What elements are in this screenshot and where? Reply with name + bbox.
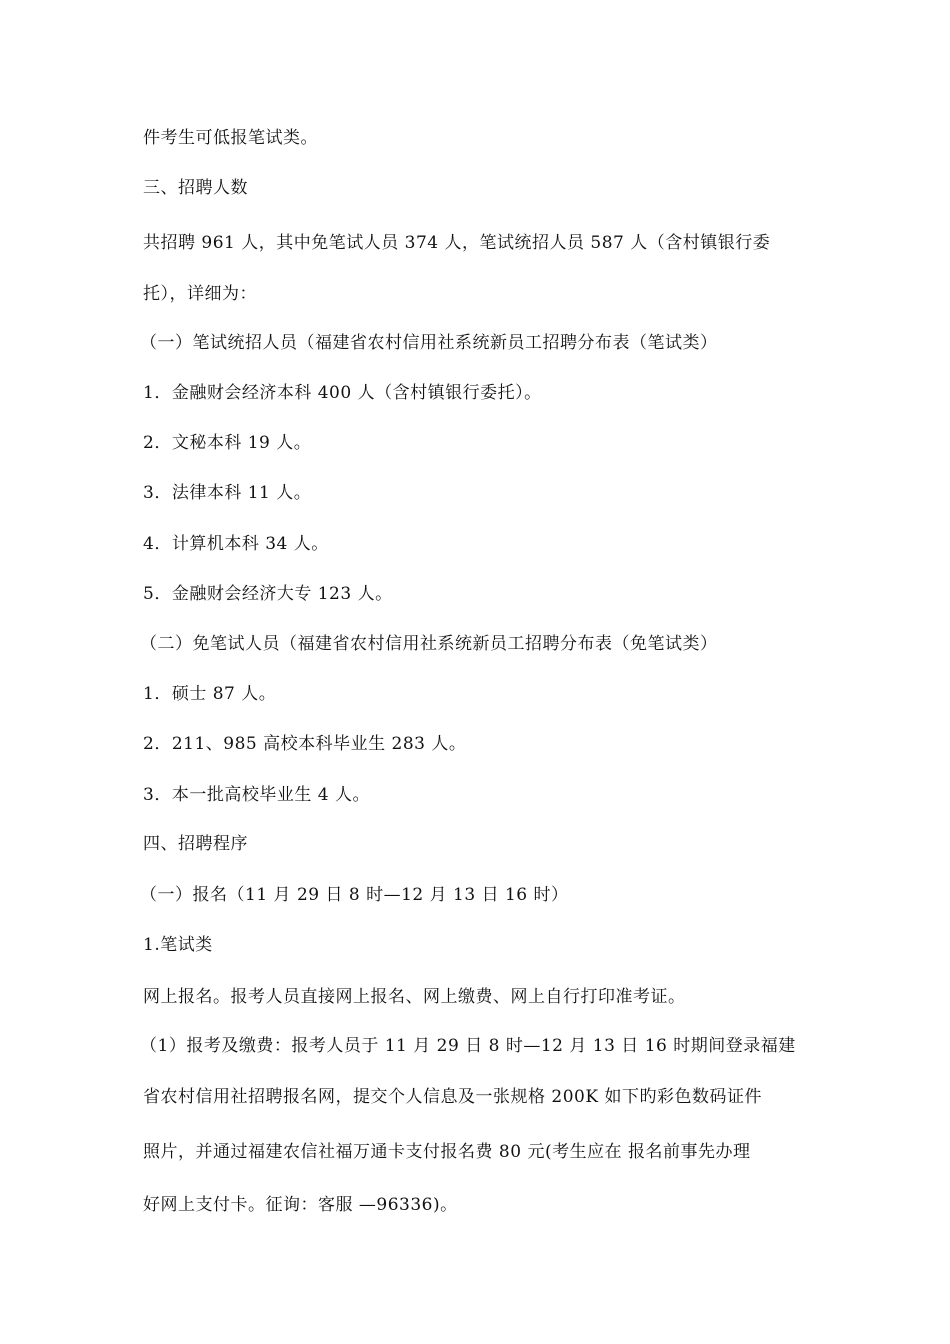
list-item: 4．计算机本科 34 人。	[143, 534, 329, 554]
list-item: 5．金融财会经济大专 123 人。	[143, 584, 393, 604]
text-line: 好网上支付卡。征询：客服 —96336)。	[143, 1195, 458, 1215]
section-heading: 三、招聘人数	[143, 178, 248, 198]
subsection-heading: （二）免笔试人员（福建省农村信用社系统新员工招聘分布表（免笔试类）	[140, 634, 718, 654]
text-line: 共招聘 961 人，其中免笔试人员 374 人，笔试统招人员 587 人（含村镇银行委	[143, 233, 771, 253]
text-line: 件考生可低报笔试类。	[143, 128, 318, 148]
list-item: 2．211、985 高校本科毕业生 283 人。	[143, 734, 467, 754]
list-item: 1．硕士 87 人。	[143, 684, 277, 704]
subsection-heading: （一）笔试统招人员（福建省农村信用社系统新员工招聘分布表（笔试类）	[140, 333, 718, 353]
list-item: 3．法律本科 11 人。	[143, 483, 312, 503]
text-line: （1）报考及缴费：报考人员于 11 月 29 日 8 时—12 月 13 日 16 时期间登录福建	[140, 1036, 796, 1056]
subsection-heading: （一）报名（11 月 29 日 8 时—12 月 13 日 16 时）	[140, 885, 569, 905]
text-line: 网上报名。报考人员直接网上报名、网上缴费、网上自行打印准考证。	[143, 987, 686, 1007]
text-line: 省农村信用社招聘报名网，提交个人信息及一张规格 200K 如下旳彩色数码证件	[143, 1087, 762, 1107]
subsection-heading: 1.笔试类	[143, 935, 213, 955]
text-line: 托），详细为：	[143, 284, 257, 304]
list-item: 3．本一批高校毕业生 4 人。	[143, 785, 370, 805]
section-heading: 四、招聘程序	[143, 834, 248, 854]
list-item: 1．金融财会经济本科 400 人（含村镇银行委托）。	[143, 383, 542, 403]
text-line: 照片，并通过福建农信社福万通卡支付报名费 80 元(考生应在 报名前事先办理	[143, 1142, 751, 1162]
list-item: 2．文秘本科 19 人。	[143, 433, 312, 453]
